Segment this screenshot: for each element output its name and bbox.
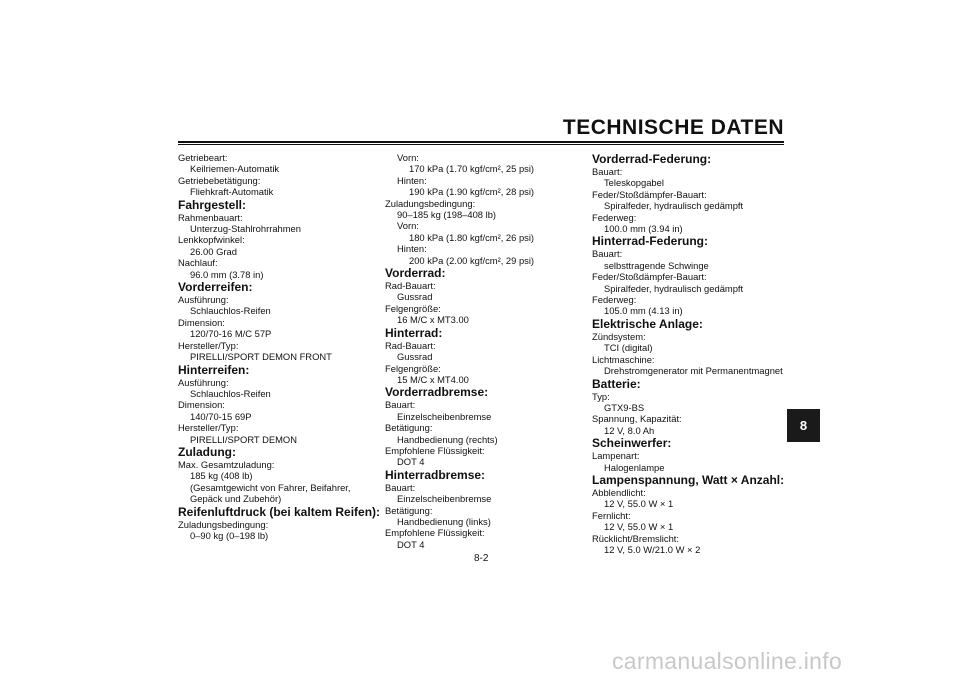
spec-label: Betätigung: xyxy=(385,504,433,516)
spec-label: Abblendlicht: xyxy=(592,486,646,498)
spec-label: Ausführung: xyxy=(178,376,229,388)
spec-value: Schlauchlos-Reifen xyxy=(190,305,271,317)
spec-value: 105.0 mm (4.13 in) xyxy=(604,305,683,317)
spec-value: PIRELLI/SPORT DEMON FRONT xyxy=(190,351,332,363)
spec-value: 185 kg (408 lb) xyxy=(190,470,253,482)
spec-value: Gepäck und Zubehör) xyxy=(190,493,282,505)
section-heading: Lampenspannung, Watt × Anzahl: xyxy=(592,472,785,487)
spec-value: DOT 4 xyxy=(397,538,425,550)
spec-label: Rücklicht/Bremslicht: xyxy=(592,532,679,544)
spec-column-2 xyxy=(385,152,580,550)
spec-label: Dimension: xyxy=(178,399,225,411)
spec-value: Einzelscheibenbremse xyxy=(397,493,492,505)
spec-value: 26.00 Grad xyxy=(190,245,237,257)
spec-value: 12 V, 8.0 Ah xyxy=(604,424,655,436)
spec-label: Zündsystem: xyxy=(592,330,646,342)
section-heading: Hinterreifen: xyxy=(178,362,250,377)
spec-value: TCI (digital) xyxy=(604,342,653,354)
spec-value: 12 V, 5.0 W/21.0 W × 2 xyxy=(604,543,701,555)
spec-value: Handbedienung (links) xyxy=(397,515,491,527)
spec-label: Federweg: xyxy=(592,211,637,223)
spec-value: 0–90 kg (0–198 lb) xyxy=(190,529,269,541)
spec-value: 12 V, 55.0 W × 1 xyxy=(604,498,674,510)
title-rule-thin xyxy=(178,144,784,145)
spec-column-1 xyxy=(178,152,381,541)
spec-value: Spiralfeder, hydraulisch gedämpft xyxy=(604,200,744,212)
spec-label: Federweg: xyxy=(592,294,637,306)
section-heading: Reifenluftdruck (bei kaltem Reifen): xyxy=(178,504,381,519)
spec-label: Felgengröße: xyxy=(385,362,441,374)
spec-value: 180 kPa (1.80 kgf/cm², 26 psi) xyxy=(409,231,535,243)
spec-value: Keilriemen-Automatik xyxy=(190,163,280,175)
spec-value: selbsttragende Schwinge xyxy=(604,259,709,271)
section-heading: Elektrische Anlage: xyxy=(592,316,703,331)
spec-value: Halogenlampe xyxy=(604,461,665,473)
spec-label: Dimension: xyxy=(178,316,225,328)
page-number: 8-2 xyxy=(474,553,489,564)
spec-value: 170 kPa (1.70 kgf/cm², 25 psi) xyxy=(409,163,535,175)
section-heading: Vorderreifen: xyxy=(178,280,253,295)
section-heading: Batterie: xyxy=(592,376,641,391)
section-heading: Vorderrad: xyxy=(385,266,446,281)
spec-label: Rad-Bauart: xyxy=(385,280,436,292)
spec-label: Empfohlene Flüssigkeit: xyxy=(385,444,485,456)
spec-label: Rad-Bauart: xyxy=(385,339,436,351)
spec-label: Empfohlene Flüssigkeit: xyxy=(385,527,485,539)
spec-value: Vorn: xyxy=(397,152,419,163)
spec-value: Hinten: xyxy=(397,243,427,255)
spec-value: 96.0 mm (3.78 in) xyxy=(190,268,264,280)
spec-value: Hinten: xyxy=(397,174,427,186)
spec-value: 120/70-16 M/C 57P xyxy=(190,328,272,340)
watermark: carmanualsonline.info xyxy=(612,648,843,674)
spec-value: Teleskopgabel xyxy=(604,177,664,189)
spec-label: Getriebebetätigung: xyxy=(178,174,261,186)
spec-label: Rahmenbauart: xyxy=(178,211,243,223)
spec-label: Spannung, Kapazität: xyxy=(592,413,682,425)
spec-label: Zuladungsbedingung: xyxy=(178,518,269,530)
spec-value: 200 kPa (2.00 kgf/cm², 29 psi) xyxy=(409,254,535,266)
spec-value: Fliehkraft-Automatik xyxy=(190,186,274,198)
spec-value: Drehstromgenerator mit Permanentmagnet xyxy=(604,365,783,377)
chapter-tab: 8 xyxy=(787,409,820,442)
title-rule xyxy=(178,141,784,143)
spec-label: Bauart: xyxy=(385,399,416,411)
spec-label: Bauart: xyxy=(592,166,623,177)
spec-value: 16 M/C x MT3.00 xyxy=(397,314,469,326)
spec-label: Bauart: xyxy=(385,481,416,493)
section-heading: Vorderrad-Federung: xyxy=(592,152,712,166)
spec-value: Gussrad xyxy=(397,351,433,363)
spec-label: Betätigung: xyxy=(385,422,433,434)
spec-label: Ausführung: xyxy=(178,294,229,306)
spec-column-3 xyxy=(592,152,792,555)
spec-label: Feder/Stoßdämpfer-Bauart: xyxy=(592,188,707,200)
spec-label: Lenkkopfwinkel: xyxy=(178,234,245,246)
section-heading: Hinterrad: xyxy=(385,325,443,340)
spec-label: Felgengröße: xyxy=(385,302,441,314)
spec-value: 90–185 kg (198–408 lb) xyxy=(397,209,497,221)
section-heading: Fahrgestell: xyxy=(178,197,247,212)
spec-value: 190 kPa (1.90 kgf/cm², 28 psi) xyxy=(409,186,535,198)
section-heading: Hinterradbremse: xyxy=(385,467,486,482)
section-heading: Zuladung: xyxy=(178,444,236,459)
spec-value: Einzelscheibenbremse xyxy=(397,410,492,422)
spec-value: DOT 4 xyxy=(397,456,425,468)
spec-label: Lichtmaschine: xyxy=(592,353,655,365)
spec-value: 140/70-15 69P xyxy=(190,410,252,422)
spec-label: Getriebeart: xyxy=(178,152,228,163)
spec-value: Schlauchlos-Reifen xyxy=(190,387,271,399)
spec-label: Fernlicht: xyxy=(592,509,631,521)
section-heading: Vorderradbremse: xyxy=(385,385,489,400)
spec-label: Nachlauf: xyxy=(178,257,218,269)
spec-value: PIRELLI/SPORT DEMON xyxy=(190,433,297,445)
section-heading: Scheinwerfer: xyxy=(592,436,672,451)
spec-value: Vorn: xyxy=(397,220,419,232)
spec-label: Zuladungsbedingung: xyxy=(385,197,476,209)
page-title: TECHNISCHE DATEN xyxy=(562,116,784,139)
spec-value: Handbedienung (rechts) xyxy=(397,433,498,445)
spec-value: 15 M/C x MT4.00 xyxy=(397,373,469,385)
spec-value: GTX9-BS xyxy=(604,401,645,413)
spec-label: Typ: xyxy=(592,390,610,402)
spec-label: Bauart: xyxy=(592,248,623,260)
spec-value: 100.0 mm (3.94 in) xyxy=(604,223,683,235)
section-heading: Hinterrad-Federung: xyxy=(592,234,709,249)
spec-value: 12 V, 55.0 W × 1 xyxy=(604,521,674,533)
spec-label: Hersteller/Typ: xyxy=(178,339,239,351)
spec-value: Spiralfeder, hydraulisch gedämpft xyxy=(604,282,744,294)
spec-label: Hersteller/Typ: xyxy=(178,422,239,434)
spec-label: Feder/Stoßdämpfer-Bauart: xyxy=(592,271,707,283)
spec-label: Lampenart: xyxy=(592,450,640,462)
spec-value: (Gesamtgewicht von Fahrer, Beifahrer, xyxy=(190,481,351,493)
spec-value: Gussrad xyxy=(397,291,433,303)
spec-label: Max. Gesamtzuladung: xyxy=(178,458,275,470)
spec-value: Unterzug-Stahlrohrrahmen xyxy=(190,223,301,235)
